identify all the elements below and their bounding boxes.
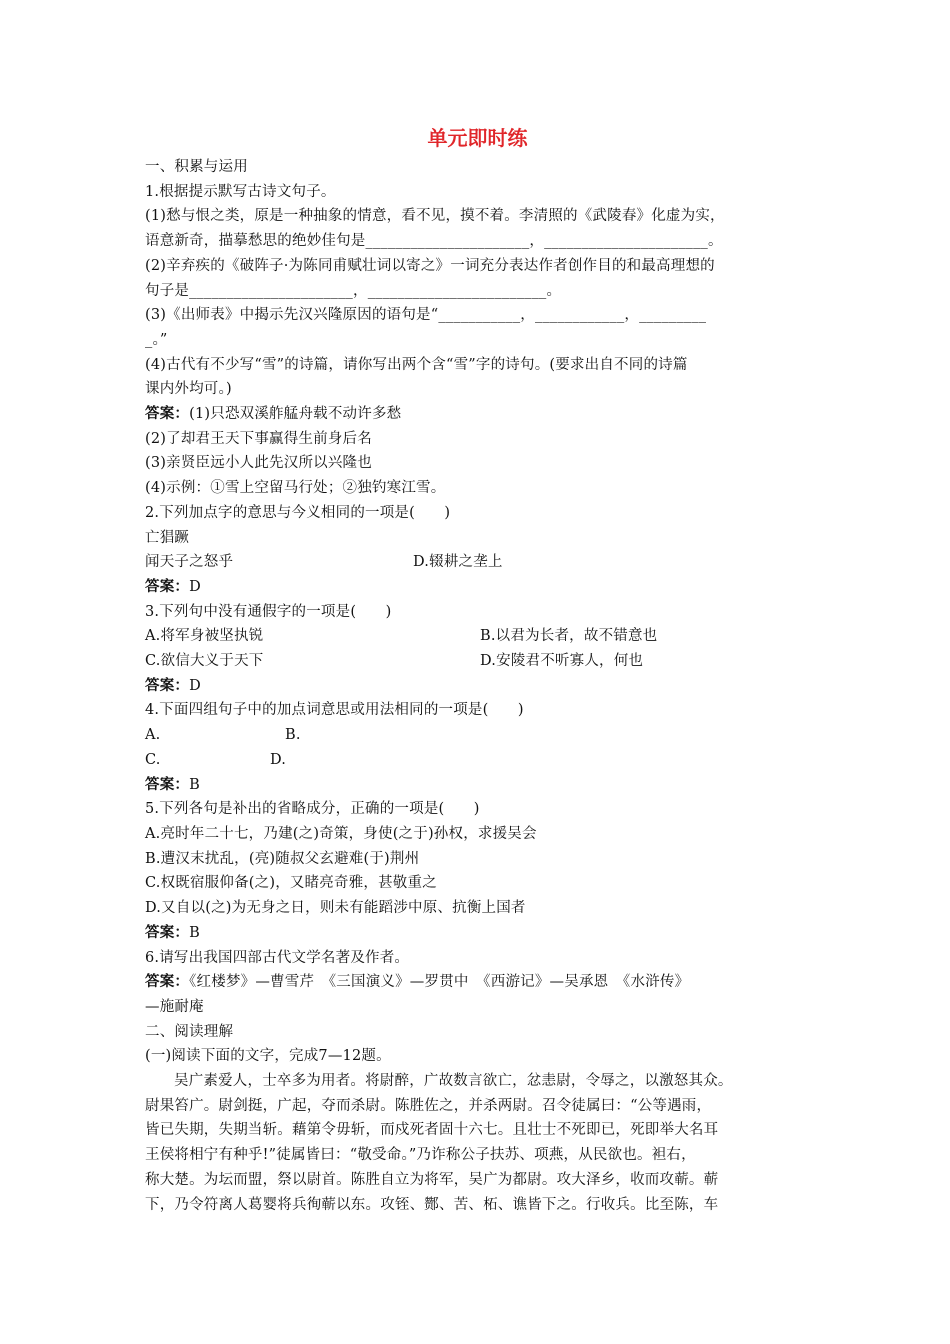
q2-option-line2 bbox=[145, 550, 810, 575]
question-5-stem: 5.下列各句是补出的省略成分，正确的一项是( ) bbox=[145, 801, 480, 818]
q5-option-c: C.权既宿服仰备(之)，又睹亮奇雅，甚敬重之 bbox=[145, 875, 437, 892]
question-3-stem: 3.下列句中没有通假字的一项是( ) bbox=[145, 603, 392, 620]
question-4-stem: 4.下面四组句子中的加点词意思或用法相同的一项是( ) bbox=[145, 702, 524, 719]
reading-intro: (一)阅读下面的文字，完成7—12题。 bbox=[145, 1048, 391, 1065]
q3-answer: 答案：D bbox=[145, 677, 201, 694]
q4-options-row2 bbox=[145, 748, 810, 773]
q5-answer: 答案：B bbox=[145, 924, 200, 941]
section-heading: 一、积累与运用 bbox=[145, 159, 248, 175]
q1-part4-line2: 课内外均可。) bbox=[145, 381, 232, 398]
q1-part1-line2: 语意新奇，描摹愁思的绝妙佳句是______________________，______________________。 bbox=[145, 233, 723, 250]
q1-part3-line2: _。” bbox=[145, 331, 168, 348]
page-title: 单元即时练 bbox=[427, 126, 528, 150]
q4-option-c: C. bbox=[145, 751, 161, 768]
q2-answer: 答案：D bbox=[145, 578, 201, 595]
q6-answer-line1: 答案：《红楼梦》—曹雪芹 《三国演义》—罗贯中 《西游记》—吴承恩 《水浒传》 bbox=[145, 974, 690, 991]
q1-part4-line1: (4)古代有不少写“雪”的诗篇，请你写出两个含“雪”字的诗句。(要求出自不同的诗篇 bbox=[145, 356, 688, 373]
q4-options-row1 bbox=[145, 723, 810, 748]
document-page bbox=[145, 124, 810, 1217]
q1-part2-line1: (2)辛弃疾的《破阵子·为陈同甫赋壮词以寄之》一词充分表达作者创作目的和最高理想的 bbox=[145, 257, 715, 274]
q3-options-row1 bbox=[145, 624, 810, 649]
q6-answer-line2: —施耐庵 bbox=[145, 998, 204, 1015]
q2-option-line1: 亡猖蹶 bbox=[145, 529, 190, 546]
q1-answer-2: (2)了却君王天下事赢得生前身后名 bbox=[145, 430, 372, 447]
q5-option-d: D.又自以(之)为无身之日，则未有能蹈涉中原、抗衡上国者 bbox=[145, 900, 526, 917]
answer-label: 答案： bbox=[145, 406, 190, 423]
section-heading: 二、阅读理解 bbox=[145, 1023, 234, 1040]
q3-options-row2 bbox=[145, 649, 810, 674]
q1-part2-line2: 句子是______________________，________________________。 bbox=[145, 282, 562, 299]
q1-part1-line1: (1)愁与恨之类，原是一种抽象的情意，看不见，摸不着。李清照的《武陵春》化虚为实， bbox=[145, 208, 725, 225]
q4-option-d: D. bbox=[270, 751, 287, 768]
passage-line: 尉果笞广。尉剑挺，广起，夺而杀尉。陈胜佐之，并杀两尉。召令徒属曰：“公等遇雨， bbox=[145, 1097, 712, 1114]
passage-line: 吴广素爱人，士卒多为用者。将尉醉，广故数言欲亡，忿恚尉，令辱之，以激怒其众。 bbox=[174, 1073, 733, 1090]
q2-option-d: D.辍耕之垄上 bbox=[413, 554, 503, 571]
q5-option-b: B.遭汉末扰乱，(亮)随叔父玄避难(于)荆州 bbox=[145, 850, 420, 867]
q3-option-d: D.安陵君不听寡人，何也 bbox=[480, 653, 644, 670]
q1-part3-line1: (3)《出师表》中揭示先汉兴隆原因的语句是“___________，____________，_________ bbox=[145, 307, 707, 324]
q2-option-c: 闻天子之怒乎 bbox=[145, 554, 234, 571]
q1-answer-3: (3)亲贤臣远小人此先汉所以兴隆也 bbox=[145, 455, 372, 472]
q4-option-a: A. bbox=[145, 727, 161, 744]
q3-option-c: C.欲信大义于天下 bbox=[145, 653, 264, 670]
q4-answer: 答案：B bbox=[145, 776, 200, 793]
q4-option-b: B. bbox=[285, 727, 301, 744]
q3-option-a: A.将军身被坚执锐 bbox=[145, 628, 264, 645]
passage-line: 王侯将相宁有种乎!”徒属皆曰：“敬受命。”乃诈称公子扶苏、项燕，从民欲也。袒右， bbox=[145, 1147, 696, 1164]
passage-line: 称大楚。为坛而盟，祭以尉首。陈胜自立为将军，吴广为都尉。攻大泽乡，收而攻蕲。蕲 bbox=[145, 1171, 719, 1188]
passage-line: 皆已失期，失期当斩。藉第令毋斩，而戍死者固十六七。且壮士不死即已，死即举大名耳 bbox=[145, 1122, 719, 1139]
q5-option-a: A.亮时年二十七，乃建(之)奇策，身使(之于)孙权，求援吴会 bbox=[145, 825, 537, 842]
question-2-stem: 2.下列加点字的意思与今义相同的一项是( ) bbox=[145, 504, 451, 521]
question-1-stem: 1.根据提示默写古诗文句子。 bbox=[145, 183, 336, 200]
q3-option-b: B.以君为长者，故不错意也 bbox=[480, 628, 658, 645]
passage-line: 下，乃令符离人葛婴将兵徇蕲以东。攻铚、酂、苦、柘、谯皆下之。行收兵。比至陈，车 bbox=[145, 1196, 719, 1213]
q1-answer-1: 答案：(1)只恐双溪舴艋舟载不动许多愁 bbox=[145, 406, 402, 423]
q1-answer-4: (4)示例：①雪上空留马行处；②独钓寒江雪。 bbox=[145, 480, 446, 497]
question-6-stem: 6.请写出我国四部古代文学名著及作者。 bbox=[145, 949, 410, 966]
